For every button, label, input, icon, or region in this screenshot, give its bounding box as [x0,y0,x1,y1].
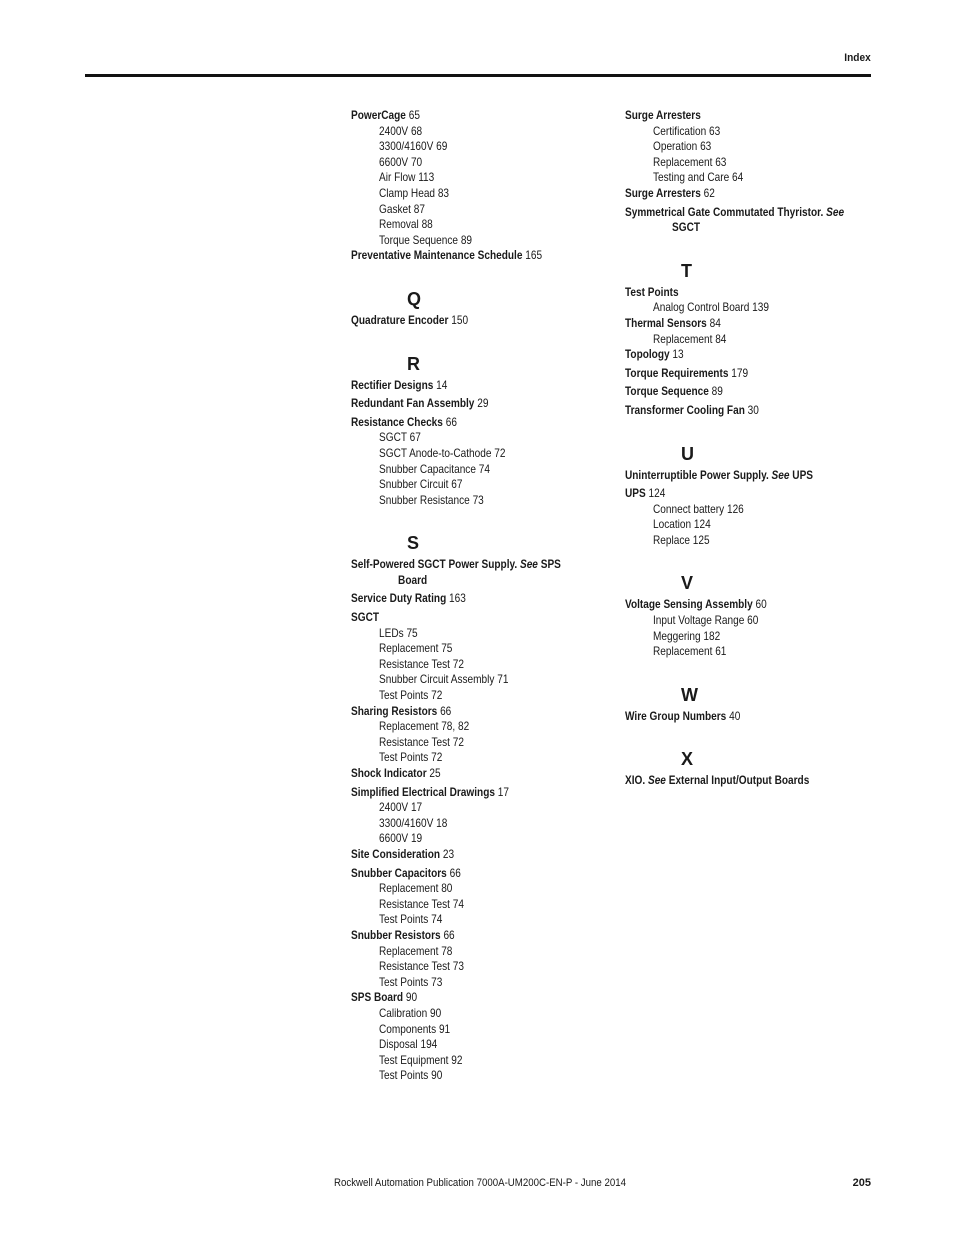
subentry: Snubber Circuit 67 [379,477,463,492]
subentry: Clamp Head 83 [379,185,450,200]
subentry: Input Voltage Range 60 [653,613,759,628]
subentry: Meggering 182 [653,628,721,643]
subentry: 2400V 17 [379,800,423,815]
subentry: SGCT 67 [379,430,421,445]
index-entry-resistance-checks: Resistance Checks 66 SGCT 67 SGCT Anode-to-Cathode 72 Snubber Capacitance 74 Snubber Circuit 67 Snubber Resistance 73 [351,415,611,509]
index-entry-sgct: SGCT LEDs 75 Replacement 75 Resistance Test 72 Snubber Circuit Assembly 71 Test Points 72 Sharing Resistors 66 Replacement 78, 82 Resistance Test 72 Test Points 72 Shock Indicator 25 [351,610,611,782]
subentry-list [625,300,885,316]
letter-heading-r: R [407,353,420,374]
subentry: Removal 88 [379,217,433,232]
index-entry-voltage: Voltage Sensing Assembly 60 Input Voltage Range 60 Meggering 182 Replacement 61 [625,597,885,659]
subentry: 3300/4160V 69 [379,139,448,154]
subentry: Replacement 84 [653,331,727,346]
index-entry-service-duty: Service Duty Rating 163 [351,591,466,606]
subentry: SGCT Anode-to-Cathode 72 [379,445,506,460]
index-entry-self-powered: Self-Powered SGCT Power Supply. See SPS Board [351,557,561,587]
index-entry-torque-requirements: Torque Requirements 179 [625,365,749,380]
subentry: Torque Sequence 89 [379,232,473,247]
subentry: Resistance Test 72 [379,734,464,749]
index-entry-torque-sequence: Torque Sequence 89 [625,384,723,399]
index-entry-surge-arresters: Surge Arresters Certification 63 Operation 63 Replacement 63 Testing and Care 64 Surge Arresters 62 [625,108,885,202]
index-entry-redundant-fan: Redundant Fan Assembly 29 [351,396,489,411]
index-entry-wire: Wire Group Numbers 40 [625,708,741,723]
subentry-list [625,332,885,348]
subentry: Test Points 74 [379,912,443,927]
index-entry-snubber-capacitors: Snubber Capacitors 66 Replacement 80 Resistance Test 74 Test Points 74 Snubber Resistors 66 Replacement 78 Resistance Test 73 Test Points 73 SPS Board 90 Calibration 90 Components 91 Disposal 194 Test Equipment 92 Test Points 90 [351,866,611,1084]
index-entry-transformer: Transformer Cooling Fan 30 [625,402,759,417]
subentry: Replacement 61 [653,644,727,659]
running-header: Index [844,52,871,64]
subentry: Calibration 90 [379,1005,442,1020]
index-entry-test-points: Test Points Analog Control Board 139 Thermal Sensors 84 Replacement 84 Topology 13 [625,285,885,363]
subentry-list [625,613,885,660]
subentry: Connect battery 126 [653,501,744,516]
index-entry-rectifier: Rectifier Designs 14 [351,377,448,392]
subentry: Components 91 [379,1021,451,1036]
subentry: Test Points 72 [379,750,443,765]
subentry-list [351,944,611,991]
letter-heading-w: W [681,684,698,705]
subentry: Test Equipment 92 [379,1052,463,1067]
subentry: Test Points 73 [379,974,443,989]
subentry: Test Points 72 [379,688,443,703]
subentry: Replacement 63 [653,154,727,169]
index-entry-quadrature: Quadrature Encoder 150 [351,312,469,327]
subentry: Analog Control Board 139 [653,300,769,315]
letter-heading-t: T [681,260,692,281]
letter-heading-q: Q [407,288,422,309]
subentry: Resistance Test 73 [379,959,464,974]
index-entry-xio: XIO. See External Input/Output Boards [625,773,810,788]
subentry: Snubber Circuit Assembly 71 [379,672,509,687]
index-entry-symmetrical: Symmetrical Gate Commutated Thyristor. See SGCT [625,204,845,235]
subentry: Testing and Care 64 [653,170,744,185]
letter-heading-s: S [407,533,420,554]
subentry-list [351,124,611,249]
index-column-left [351,108,611,1084]
subentry: Gasket 87 [379,201,425,216]
subentry: Replacement 78 [379,943,453,958]
letter-heading-u: U [681,443,694,464]
subentry-list [351,800,611,847]
subentry: 6600V 70 [379,154,423,169]
index-entry-powercage: PowerCage 65 2400V 68 3300/4160V 69 6600V 70 Air Flow 113 Clamp Head 83 Gasket 87 Removal 88 Torque Sequence 89 Preventative Maintenance Schedule 165 [351,108,611,264]
subentry-list [351,1006,611,1084]
letter-heading-x: X [681,749,694,770]
subentry: Replacement 78, 82 [379,719,470,734]
subentry: LEDs 75 [379,625,418,640]
index-entry-uninterruptible: Uninterruptible Power Supply. See UPS [625,467,814,482]
header-rule [85,74,871,77]
footer-publication: Rockwell Automation Publication 7000A-UM200C-EN-P - June 2014 [334,1177,626,1189]
subentry: Resistance Test 72 [379,656,464,671]
subentry: Disposal 194 [379,1037,438,1052]
subentry: Snubber Capacitance 74 [379,461,490,476]
subentry: Replacement 75 [379,641,453,656]
subentry: Location 124 [653,517,711,532]
subentry-list [625,124,885,186]
subentry: Resistance Test 74 [379,896,464,911]
index-entry-simplified: Simplified Electrical Drawings 17 2400V 17 3300/4160V 18 6600V 19 Site Consideration 23 [351,785,611,863]
subentry: Test Points 90 [379,1068,443,1083]
subentry: Air Flow 113 [379,170,435,185]
footer-page-number: 205 [852,1177,871,1189]
subentry: 6600V 19 [379,831,423,846]
subentry: Replace 125 [653,532,710,547]
index-column-right [625,108,885,789]
subentry: Snubber Resistance 73 [379,492,484,507]
subentry-list [625,502,885,549]
subentry: 3300/4160V 18 [379,815,448,830]
subentry: Operation 63 [653,139,712,154]
subentry: 2400V 68 [379,123,423,138]
subentry: Replacement 80 [379,881,453,896]
subentry-list [351,626,611,704]
subentry-list [351,430,611,508]
subentry-list [351,719,611,766]
letter-heading-v: V [681,573,694,594]
index-entry-ups: UPS 124 Connect battery 126 Location 124 Replace 125 [625,486,885,548]
subentry-list [351,881,611,928]
subentry: Certification 63 [653,123,721,138]
